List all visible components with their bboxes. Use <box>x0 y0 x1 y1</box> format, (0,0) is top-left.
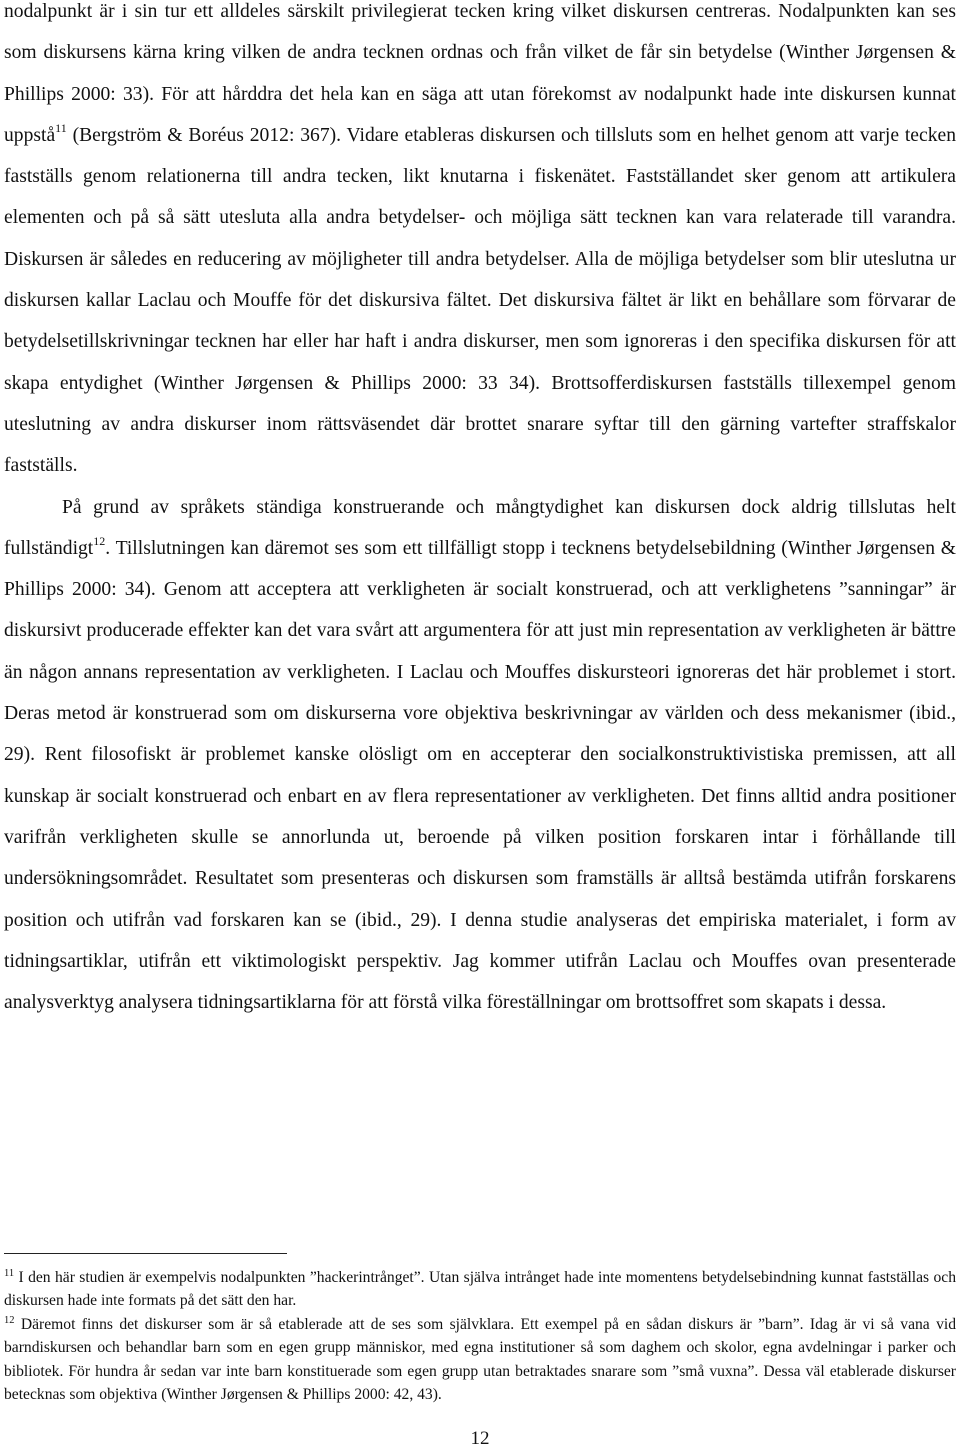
footnote-reference-12[interactable]: 12 <box>93 533 106 548</box>
body-paragraph-1 <box>4 0 956 487</box>
footnote-12-text: Däremot finns det diskurser som är så etablerade att de ses som självklara. Ett exempel på en sådan diskurs är ”barn”. Idag är vi så vana vid barndiskursen och behandlar barn som en egen grupp människor, med egna institutioner så som daghem och skolor, egna avdelningar i parker och bibliotek. För hundra år sedan var inte barn konstituerade som egen grupp utan betraktades snarare som ”små vuxna”. Dessa väl etablerade diskurser betecknas som objektiva (Winther Jørgensen & Phillips 2000: 42, 43). <box>4 1315 956 1404</box>
paragraph-2-text-b: . Tillslutningen kan däremot ses som ett tillfälligt stopp i tecknens betydelsebildning (Winther Jørgensen & Phillips 2000: 34). Genom att acceptera att verkligheten är socialt konstruerad, och att verklighetens ”sanningar” är diskursivt producerade effekter kan det vara svårt att argumentera för att just min representation av verkligheten är bättre än någon annans representation av verkligheten. I Laclau och Mouffes diskursteori ignoreras det här problemet i stort. Deras metod är konstruerad som om diskurserna vore objektiva beskrivningar av världen och dess mekanismer (ibid., 29). Rent filosofiskt är problemet kanske olösligt om en accepterar den socialkonstruktivistiska premissen, att all kunskap är socialt konstruerad och enbart en av flera representationer av verkligheten. Det finns alltid andra positioner varifrån verkligheten skulle se annorlunda ut, beroende på vilken position forskaren intar i förhållande till undersökningsområdet. Resultatet som presenteras och diskursen som framställs är alltså bestämda utifrån forskarens position och utifrån vad forskaren kan se (ibid., 29). I denna studie analyseras det empiriska materialet, i form av tidningsartiklar, utifrån ett viktimologiskt perspektiv. Jag kommer utifrån Laclau och Mouffes ovan presenterade analysverktyg analysera tidningsartiklarna för att förstå vilka föreställningar om brottsoffret som skapats i dessa. <box>4 537 956 1014</box>
footnote-11 <box>4 1266 956 1313</box>
footnote-12 <box>4 1313 956 1407</box>
page-number: 12 <box>470 1428 490 1449</box>
footnote-number-12: 12 <box>4 1314 15 1326</box>
body-paragraph-2 <box>4 487 956 1024</box>
paragraph-1-text-b: (Bergström & Boréus 2012: 367). Vidare etableras diskursen och tillsluts som en helhet genom att varje tecken fastställs genom relationerna till andra tecken, likt knutarna i fiskenätet. Fastställandet sker genom att artikulera elementen och på så sätt utesluta alla andra betydelser- och möjliga sätt tecknen kan vara relaterade till varandra. Diskursen är således en reducering av möjligheter till andra betydelser. Alla de möjliga betydelser som blir uteslutna ur diskursen kallar Laclau och Mouffe för det diskursiva fältet. Det diskursiva fältet är likt en behållare som förvarar de betydelsetillskrivningar tecknen har eller har haft i andra diskurser, men som ignoreras i den specifika diskursen för att skapa entydighet (Winther Jørgensen & Phillips 2000: 33 34). Brottsofferdiskursen fastställs tillexempel genom uteslutning av andra diskurser inom rättsväsendet där brottet snarare syftar till den gärning vartefter straffskalor fastställs. <box>4 124 956 477</box>
footnote-reference-11[interactable]: 11 <box>55 120 67 135</box>
footnote-11-text: I den här studien är exempelvis nodalpunkten ”hackerintrånget”. Utan själva intrånget hade inte momentens betydelsebindning kunnat fastställas och diskursen hade inte formats på det sätt den har. <box>4 1269 956 1310</box>
footnote-separator <box>4 1253 287 1254</box>
paragraph-2-text-a: På grund av språkets ständiga konstruerande och mångtydighet kan diskursen dock aldrig tillslutas helt fullständigt <box>4 496 956 559</box>
footnotes <box>4 1266 956 1406</box>
footnote-number-11: 11 <box>4 1268 15 1279</box>
paragraph-1-text-a: nodalpunkt är i sin tur ett alldeles särskilt privilegierat tecken kring vilket diskursen centreras. Nodalpunkten kan ses som diskursens kärna kring vilken de andra tecknen ordnas och från vilket de får sin betydelse (Winther Jørgensen & Phillips 2000: 33). För att hårddra det hela kan en säga att utan förekomst av nodalpunkt hade inte diskursen kunnat uppstå <box>4 1 956 146</box>
page-body <box>4 0 956 1023</box>
